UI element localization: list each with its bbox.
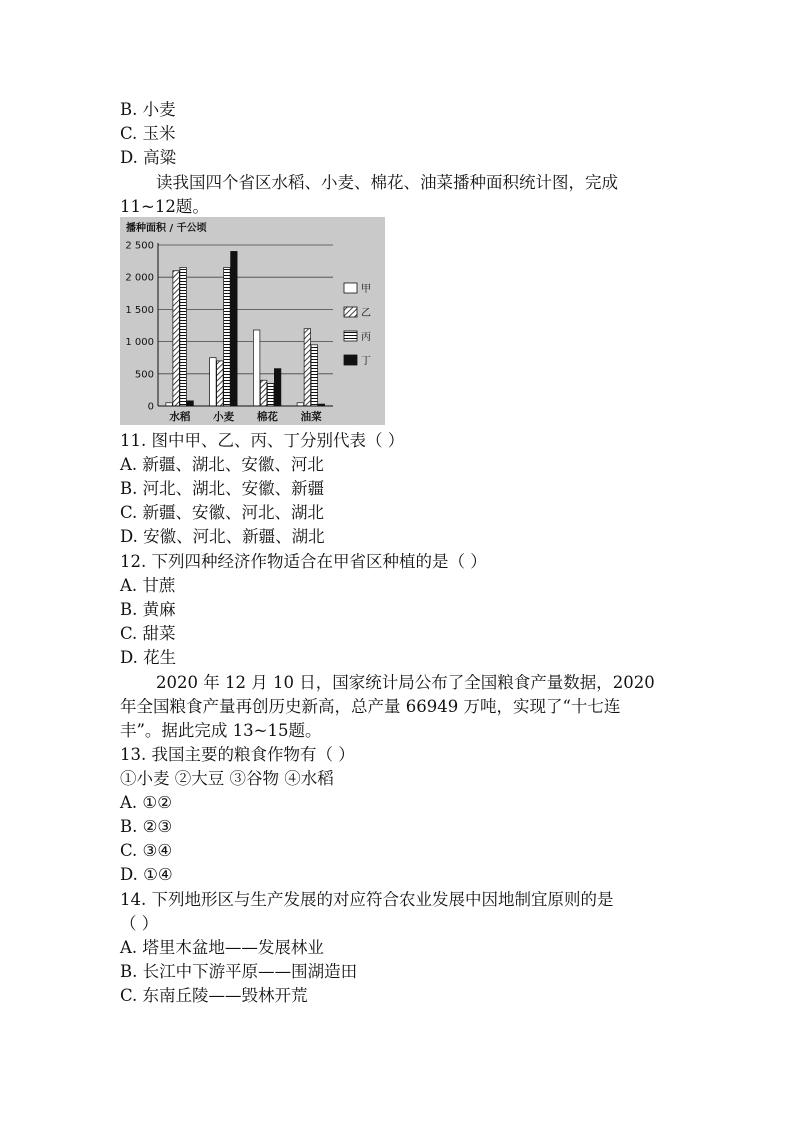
bar-丙-水稻 [180, 268, 187, 406]
legend-label-丁: 丁 [361, 356, 371, 367]
q14-stem-cont: （ ） [120, 914, 159, 933]
legend-label-丙: 丙 [361, 332, 371, 343]
bar-丙-棉花 [267, 383, 274, 406]
q13-choices: ①小麦 ②大豆 ③谷物 ④水稻 [120, 769, 334, 788]
q13-option-b: B. ②③ [120, 817, 173, 836]
intro-13-line3: 丰”。据此完成 13~15题。 [120, 721, 322, 740]
q14-option-b: B. 长江中下游平原——围湖造田 [120, 962, 358, 981]
legend-swatch-乙 [344, 307, 357, 317]
legend-swatch-丙 [344, 331, 357, 341]
bar-乙-水稻 [173, 271, 180, 406]
q12-stem: 12. 下列四种经济作物适合在甲省区种植的是（ ） [120, 552, 487, 571]
q12-option-c: C. 甜菜 [120, 624, 176, 643]
bar-乙-棉花 [260, 380, 267, 406]
option-c-corn: C. 玉米 [120, 124, 176, 143]
option-d-sorghum: D. 高粱 [120, 148, 177, 167]
x-category-label: 油菜 [300, 411, 322, 423]
legend-swatch-甲 [344, 283, 357, 293]
bar-丁-小麦 [231, 251, 238, 406]
intro-13-line2: 年全国粮食产量再创历史新高，总产量 66949 万吨，实现了“十七连 [120, 697, 621, 716]
q11-option-c: C. 新疆、安徽、河北、湖北 [120, 503, 325, 522]
y-tick-label: 2 500 [125, 240, 154, 252]
bar-甲-小麦 [210, 358, 217, 406]
y-tick-label: 0 [147, 401, 154, 413]
q13-option-c: C. ③④ [120, 841, 173, 860]
bar-乙-小麦 [217, 361, 224, 406]
q14-option-c: C. 东南丘陵——毁林开荒 [120, 986, 308, 1005]
y-tick-label: 500 [134, 369, 154, 381]
legend-label-甲: 甲 [361, 284, 371, 295]
y-tick-label: 2 000 [125, 272, 154, 284]
legend-swatch-丁 [344, 355, 357, 365]
intro-11-line1: 读我国四个省区水稻、小麦、棉花、油菜播种面积统计图，完成 [156, 173, 618, 192]
bar-甲-棉花 [253, 330, 260, 406]
crop-area-bar-chart [120, 217, 385, 425]
intro-11-line2: 11~12题。 [120, 197, 209, 216]
q11-stem: 11. 图中甲、乙、丙、丁分别代表（ ） [120, 431, 405, 450]
legend-label-乙: 乙 [361, 308, 371, 319]
q11-option-d: D. 安徽、河北、新疆、湖北 [120, 527, 325, 546]
chart-svg [120, 217, 385, 425]
q13-stem: 13. 我国主要的粮食作物有（ ） [120, 745, 355, 764]
x-category-label: 水稻 [169, 411, 191, 423]
q11-option-b: B. 河北、湖北、安徽、新疆 [120, 479, 325, 498]
q13-option-a: A. ①② [120, 793, 172, 812]
y-tick-label: 1 000 [125, 337, 154, 349]
q12-option-a: A. 甘蔗 [120, 576, 176, 595]
q14-option-a: A. 塔里木盆地——发展林业 [120, 938, 324, 957]
bar-丁-水稻 [187, 401, 194, 406]
y-tick-label: 1 500 [125, 304, 154, 316]
bar-丙-油菜 [311, 345, 318, 406]
bar-丙-小麦 [224, 268, 231, 406]
bar-丁-棉花 [274, 369, 281, 406]
q13-option-d: D. ①④ [120, 865, 173, 884]
y-axis-label: 播种面积 / 千公顷 [126, 223, 207, 234]
option-b-wheat: B. 小麦 [120, 100, 176, 119]
q12-option-b: B. 黄麻 [120, 600, 176, 619]
q14-stem: 14. 下列地形区与生产发展的对应符合农业发展中因地制宜原则的是 [120, 890, 614, 909]
intro-13-line1: 2020 年 12 月 10 日，国家统计局公布了全国粮食产量数据，2020 [156, 673, 655, 692]
q11-option-a: A. 新疆、湖北、安徽、河北 [120, 455, 324, 474]
x-category-label: 棉花 [256, 411, 278, 423]
bar-乙-油菜 [304, 329, 311, 406]
x-category-label: 小麦 [213, 411, 235, 423]
q12-option-d: D. 花生 [120, 648, 177, 667]
